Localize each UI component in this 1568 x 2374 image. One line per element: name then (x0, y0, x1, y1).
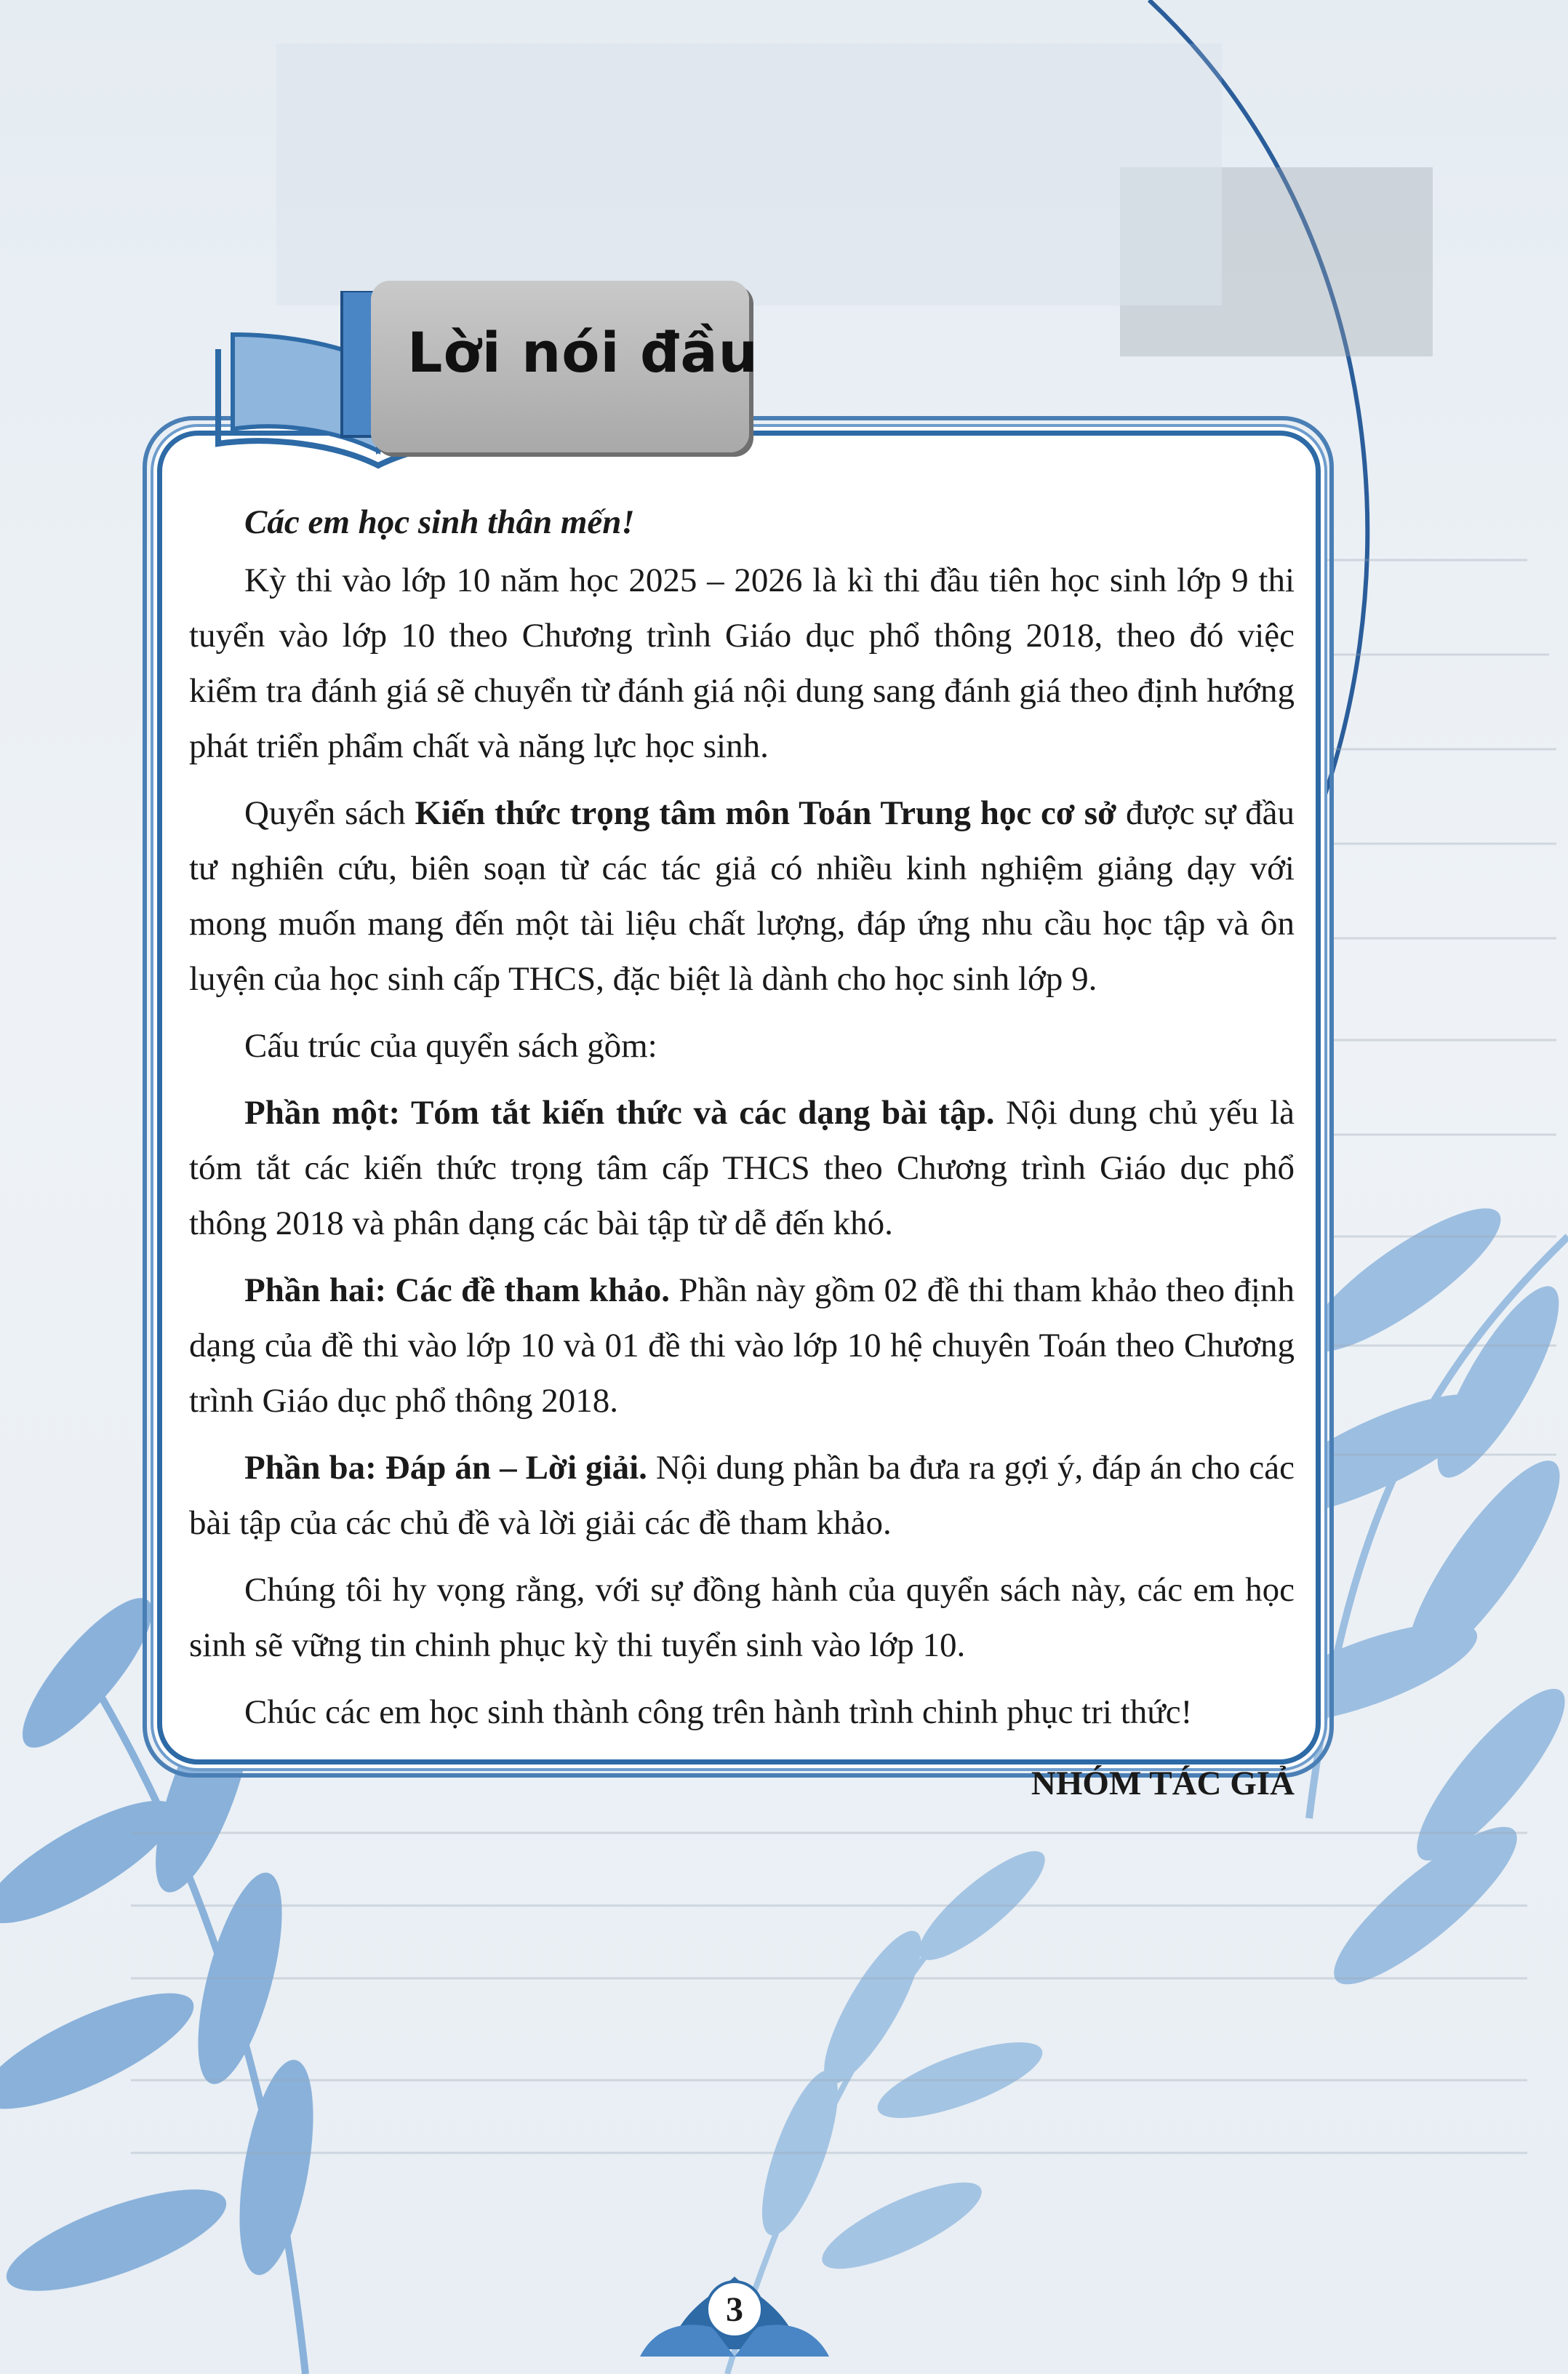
paragraph-book: Quyển sách Kiến thức trọng tâm môn Toán Trung học cơ sở được sự đầu tư nghiên cứu, biên soạn từ các tác giả có nhiều kinh nghiệm giảng dạy với mong muốn mang đến một tài liệu chất lượng, đáp ứng nhu cầu học tập và ôn luyện của học sinh cấp THCS, đặc biệt là dành cho học sinh lớp 9. (189, 794, 1295, 998)
paragraph-hope: Chúng tôi hy vọng rằng, với sự đồng hành của quyển sách này, các em học sinh sẽ vững tin chinh phục kỳ thi tuyển sinh vào lớp 10. (189, 1571, 1295, 1664)
part-three-heading: Phần ba: Đáp án – Lời giải. (244, 1449, 647, 1487)
paragraph-wish: Chúc các em học sinh thành công trên hành trình chinh phục tri thức! (244, 1693, 1193, 1731)
part-two-heading: Phần hai: Các đề tham khảo. (244, 1271, 670, 1309)
book-title: Kiến thức trọng tâm môn Toán Trung học cơ sở (415, 794, 1117, 832)
paragraph-part-one: Phần một: Tóm tắt kiến thức và các dạng bài tập. Nội dung chủ yếu là tóm tắt các kiến thức trọng tâm cấp THCS theo Chương trình Giáo dục phổ thông 2018 và phân dạng các bài tập từ dễ đến khó. (189, 1094, 1295, 1242)
paragraph-part-two: Phần hai: Các đề tham khảo. Phần này gồm 02 đề thi tham khảo theo định dạng của đề thi vào lớp 10 và 01 đề thi vào lớp 10 hệ chuyên Toán theo Chương trình Giáo dục phổ thông 2018. (189, 1271, 1295, 1420)
signature: NHÓM TÁC GIẢ (1031, 1764, 1295, 1802)
page-number: 3 (726, 2290, 743, 2329)
page-title: Lời nói đầu (407, 320, 759, 385)
part-one-heading: Phần một: Tóm tắt kiến thức và các dạng bài tập. (244, 1094, 995, 1132)
paragraph-intro: Kỳ thi vào lớp 10 năm học 2025 – 2026 là kì thi đầu tiên học sinh lớp 9 thi tuyển vào lớp 10 theo Chương trình Giáo dục phổ thông 2018, theo đó việc kiểm tra đánh giá sẽ chuyển từ đánh giá nội dung sang đánh giá theo định hướng phát triển phẩm chất và năng lực học sinh. (189, 561, 1295, 765)
preface-body (189, 495, 1295, 1823)
paragraph-structure: Cấu trúc của quyển sách gồm: (244, 1027, 657, 1065)
paragraph-part-three: Phần ba: Đáp án – Lời giải. Nội dung phần ba đưa ra gợi ý, đáp án cho các bài tập của các chủ đề và lời giải các đề tham khảo. (189, 1449, 1295, 1542)
leaf-branch-center-icon (727, 1837, 1058, 2374)
greeting: Các em học sinh thân mến! (244, 503, 635, 541)
